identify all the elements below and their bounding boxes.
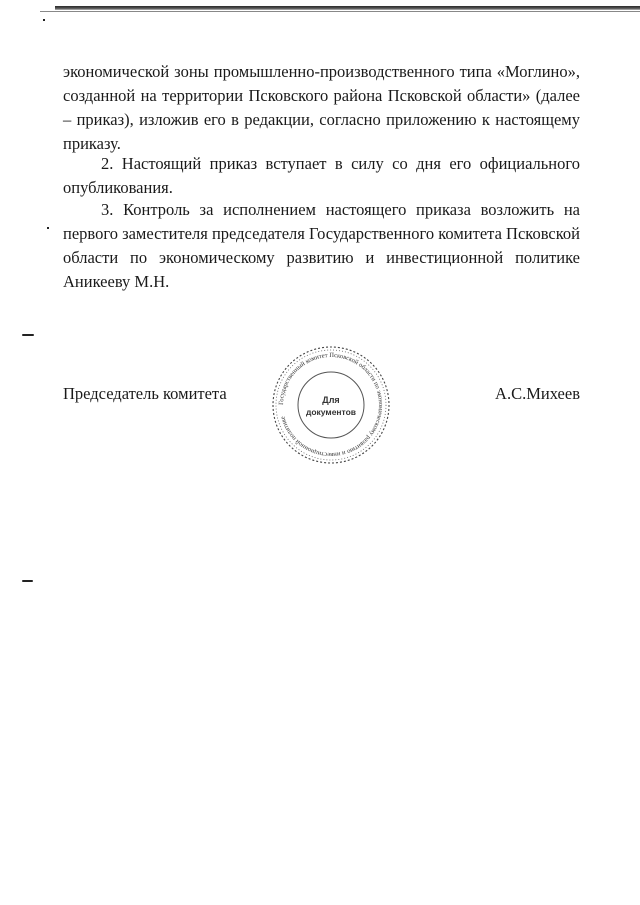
seal-center-text-2: документов	[305, 407, 357, 417]
seal-ring-text: Государственный комитет Псковской области по экономическому развитию и инвестиционной политике	[277, 351, 385, 459]
margin-mark	[22, 580, 33, 582]
scan-speck	[47, 227, 49, 229]
signatory-name: А.С.Михеев	[495, 384, 580, 403]
signatory-position: Председатель комитета	[63, 384, 227, 403]
scan-top-edge	[55, 6, 640, 10]
scan-top-line	[40, 11, 640, 12]
official-seal	[270, 344, 392, 466]
seal-center-text-1: Для	[322, 395, 340, 405]
paragraph-2: 2. Настоящий приказ вступает в силу со дня его официального опубликования.	[63, 154, 580, 197]
margin-mark	[22, 334, 34, 336]
paragraph-1: экономической зоны промышленно-производственного типа «Моглино», созданной на территории Псковского района Псковской области» (далее – приказ), изложив его в редакции, согласно приложению к настоящему приказу.	[63, 62, 580, 153]
scan-speck	[43, 19, 45, 21]
paragraph-3: 3. Контроль за исполнением настоящего приказа возложить на первого заместителя председателя Государственного комитета Псковской области по экономическому развитию и инвестиционной политике Аникееву М.Н.	[63, 200, 580, 291]
